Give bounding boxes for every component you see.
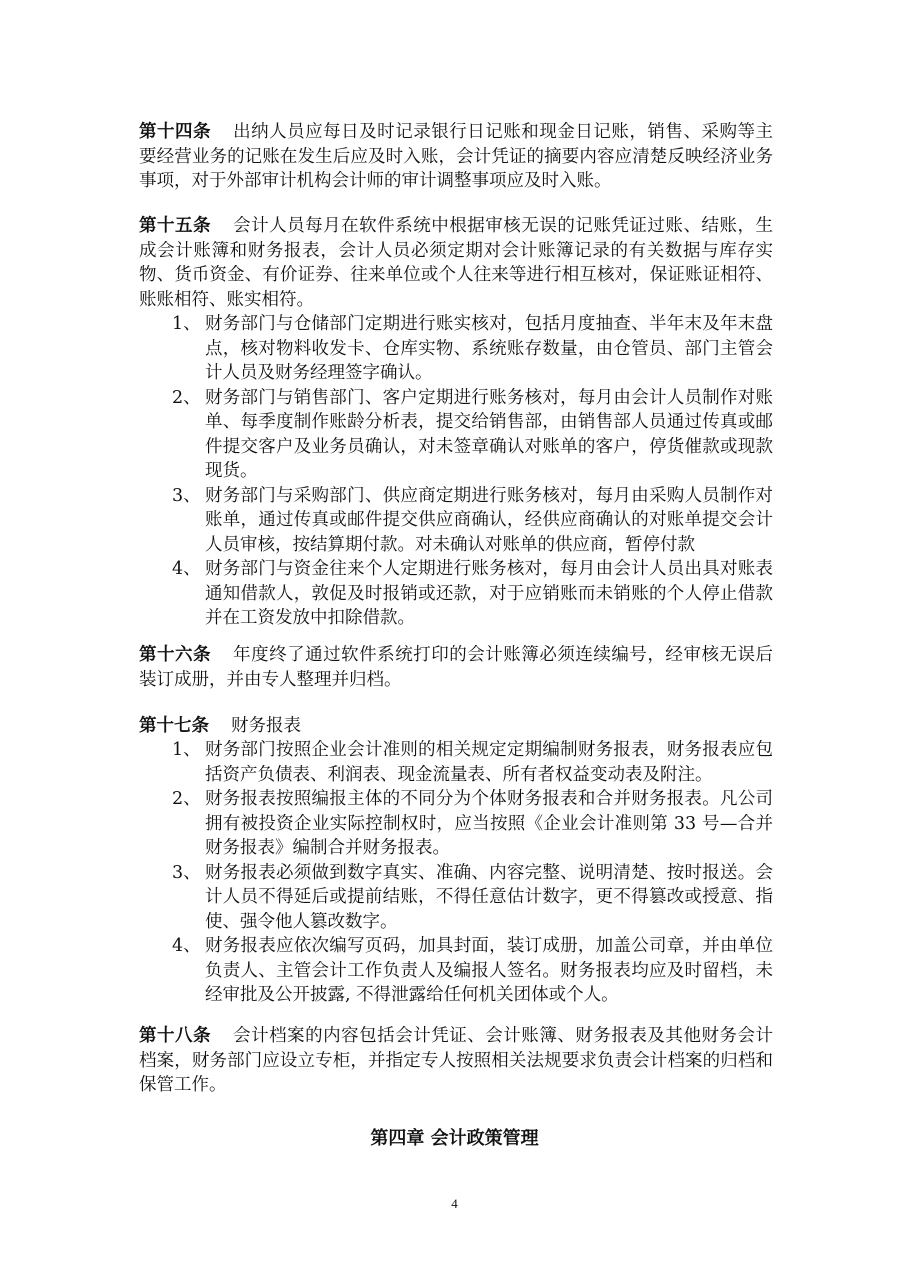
article-16 <box>139 643 773 692</box>
list-item <box>139 557 773 631</box>
list-item-number: 3、 <box>172 485 201 506</box>
list-item-number: 2、 <box>172 789 201 809</box>
list-item-text: 财务部门按照企业会计准则的相关规定定期编制财务报表，财务报表应包括资产负债表、利润表、现金流量表、所有者权益变动表及附注。 <box>205 740 773 785</box>
page-number: 4 <box>451 1196 458 1211</box>
list-item <box>139 934 773 1008</box>
list-item <box>139 386 773 484</box>
list-item-text: 财务部门与采购部门、供应商定期进行账务核对，每月由采购人员制作对账单，通过传真或邮件提交供应商确认，经供应商确认的对账单提交会计人员审核，按结算期付款。对未确认对账单的供应商，暂停付款 <box>205 485 773 555</box>
list-item-number: 1、 <box>172 740 201 760</box>
list-item-number: 2、 <box>172 387 201 408</box>
list-item-number: 4、 <box>172 559 201 579</box>
list-item-number: 3、 <box>172 862 201 883</box>
article-17 <box>139 714 773 739</box>
article-15-title: 第十五条 <box>139 216 212 236</box>
list-item <box>139 312 773 386</box>
article-15 <box>139 214 773 312</box>
list-item-text: 财务部门与仓储部门定期进行账实核对，包括月度抽查、半年末及年末盘点，核对物料收发卡、仓库实物、系统账存数量，由仓管员、部门主管会计人员及财务经理签字确认。 <box>205 314 773 383</box>
article-18-title: 第十八条 <box>139 1026 212 1046</box>
article-15-text: 会计人员每月在软件系统中根据审核无误的记账凭证过账、结账，生成会计账簿和财务报表，会计人员必须定期对会计账簿记录的有关数据与库存实物、货币资金、有价证券、往来单位或个人往来等进行相互核对，保证账证相符、账账相符、账实相符。 <box>139 216 773 310</box>
article-18-text: 会计档案的内容包括会计凭证、会计账簿、财务报表及其他财务会计档案，财务部门应设立专柜，并指定专人按照相关法规要求负责会计档案的归档和保管工作。 <box>139 1026 773 1095</box>
list-item-text: 财务报表必须做到数字真实、准确、内容完整、说明清楚、按时报送。会计人员不得延后或提前结账，不得任意估计数字，更不得篡改或授意、指使、强令他人篡改数字。 <box>205 862 773 932</box>
article-15-list <box>139 312 773 631</box>
list-item-text: 财务部门与销售部门、客户定期进行账务核对，每月由会计人员制作对账单、每季度制作账龄分析表，提交给销售部，由销售部人员通过传真或邮件提交客户及业务员确认，对未签章确认对账单的客户，停货催款或现款现货。 <box>205 387 773 481</box>
list-item <box>139 738 773 787</box>
article-17-text: 财务报表 <box>231 716 301 736</box>
list-item-number: 4、 <box>172 936 201 956</box>
article-17-list <box>139 738 773 1008</box>
list-item <box>139 787 773 861</box>
article-14-title: 第十四条 <box>139 122 212 142</box>
article-17-title: 第十七条 <box>139 716 209 736</box>
chapter-heading: 第四章 会计政策管理 <box>370 1128 539 1149</box>
list-item <box>139 484 773 558</box>
article-16-title: 第十六条 <box>139 645 212 665</box>
list-item <box>139 861 773 935</box>
article-14-text: 出纳人员应每日及时记录银行日记账和现金日记账，销售、采购等主要经营业务的记账在发生后应及时入账，会计凭证的摘要内容应清楚反映经济业务事项，对于外部审计机构会计师的审计调整事项应及时入账。 <box>139 122 773 191</box>
article-18 <box>139 1024 773 1098</box>
list-item-text: 财务报表应依次编写页码，加具封面，装订成册，加盖公司章，并由单位负责人、主管会计工作负责人及编报人签名。财务报表均应及时留档，未经审批及公开披露, 不得泄露给任何机关团体或个人。 <box>205 936 773 1005</box>
list-item-number: 1、 <box>172 314 201 334</box>
article-16-text: 年度终了通过软件系统打印的会计账簿必须连续编号，经审核无误后装订成册，并由专人整理并归档。 <box>139 645 773 690</box>
list-item-text: 财务部门与资金往来个人定期进行账务核对，每月由会计人员出具对账表通知借款人，敦促及时报销或还款，对于应销账而未销账的个人停止借款并在工资发放中扣除借款。 <box>205 559 773 628</box>
list-item-text: 财务报表按照编报主体的不同分为个体财务报表和合并财务报表。凡公司拥有被投资企业实际控制权时，应当按照《企业会计准则第 33 号—合并财务报表》编制合并财务报表。 <box>205 789 773 858</box>
article-14 <box>139 120 773 194</box>
